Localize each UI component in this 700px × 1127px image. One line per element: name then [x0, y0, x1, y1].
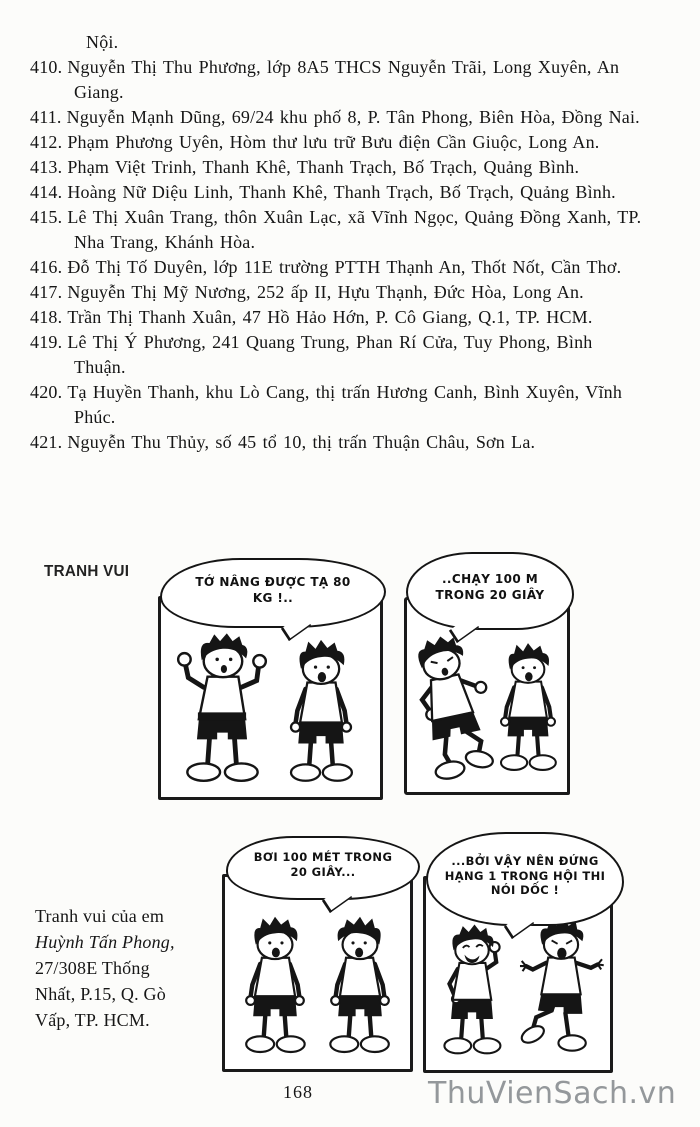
entry-number: 419.	[30, 332, 63, 352]
entry-number: 418.	[30, 307, 63, 327]
credit-line: Vấp, TP. HCM.	[35, 1010, 150, 1030]
list-entry	[30, 330, 646, 380]
entry-text: Trần Thị Thanh Xuân, 47 Hồ Hảo Hớn, P. Cô Giang, Q.1, TP. HCM.	[67, 307, 593, 327]
speech-bubble-2	[406, 552, 574, 630]
entry-text: Đỗ Thị Tố Duyên, lớp 11E trường PTTH Thạnh An, Thốt Nốt, Cần Thơ.	[67, 257, 622, 277]
entry-text: Lê Thị Xuân Trang, thôn Xuân Lạc, xã Vĩnh Ngọc, Quảng Đồng Xanh, TP. Nha Trang, Khánh Hòa.	[67, 207, 642, 252]
list-entry	[30, 255, 646, 280]
credit-line: 27/308E Thống	[35, 958, 150, 978]
credit-author-name: Huỳnh Tấn Phong,	[35, 932, 175, 952]
boy-figure-bragger	[178, 633, 266, 780]
boy-figure-listener	[330, 917, 388, 1052]
comic-credit	[35, 903, 205, 1033]
address-list	[30, 30, 646, 455]
list-continuation-line: Nội.	[86, 32, 119, 52]
list-entry	[30, 380, 646, 430]
entry-number: 415.	[30, 207, 63, 227]
entry-number: 420.	[30, 382, 63, 402]
page-number: 168	[283, 1082, 313, 1102]
tranh-vui-label: TRANH VUI	[44, 563, 130, 580]
list-entry	[30, 205, 646, 255]
entry-number: 413.	[30, 157, 63, 177]
entry-text: Nguyễn Mạnh Dũng, 69/24 khu phố 8, P. Tân Phong, Biên Hòa, Đồng Nai.	[66, 107, 640, 127]
entry-text: Nguyễn Thu Thủy, số 45 tổ 10, thị trấn Thuận Châu, Sơn La.	[67, 432, 536, 452]
speech-bubble-3	[226, 836, 420, 900]
list-entry	[30, 55, 646, 105]
list-entry	[30, 155, 646, 180]
comic-panel-3	[222, 874, 413, 1072]
entry-text: Lê Thị Ý Phương, 241 Quang Trung, Phan Rí Cửa, Tuy Phong, Bình Thuận.	[67, 332, 593, 377]
boy-figure-listener	[501, 643, 556, 770]
speech-bubble-1	[160, 558, 386, 628]
boy-figure-laugher	[444, 925, 500, 1054]
entry-number: 412.	[30, 132, 63, 152]
entry-text: Tạ Huyền Thanh, khu Lò Cang, thị trấn Hương Canh, Bình Xuyên, Vĩnh Phúc.	[67, 382, 623, 427]
list-entry	[30, 130, 646, 155]
entry-text: Phạm Phương Uyên, Hòm thư lưu trữ Bưu điện Cần Giuộc, Long An.	[67, 132, 600, 152]
speech-bubble-4-text: ...BỞI VẬY NÊN ĐỨNG HẠNG 1 TRONG HỘI THI NÓI DỐC !	[444, 853, 606, 898]
watermark: ThuVienSach.vn	[428, 1076, 677, 1111]
entry-text: Nguyễn Thị Thu Phương, lớp 8A5 THCS Nguyễn Trãi, Long Xuyên, An Giang.	[67, 57, 620, 102]
entry-number: 410.	[30, 57, 63, 77]
entry-text: Nguyễn Thị Mỹ Nương, 252 ấp II, Hựu Thạnh, Đức Hòa, Long An.	[67, 282, 584, 302]
boy-figure-runner	[408, 629, 503, 781]
list-entry	[30, 180, 646, 205]
entry-number: 416.	[30, 257, 63, 277]
entry-number: 411.	[30, 107, 62, 127]
comic-panel-1-art	[161, 599, 380, 797]
speech-bubble-3-text: BƠI 100 MÉT TRONG 20 GIÂY...	[253, 850, 393, 879]
boy-figure-listener	[291, 640, 352, 781]
list-entry	[30, 430, 646, 455]
credit-line: Nhất, P.15, Q. Gò	[35, 984, 166, 1004]
entry-text: Phạm Việt Trinh, Thanh Khê, Thanh Trạch, Bố Trạch, Quảng Bình.	[67, 157, 580, 177]
list-entry	[30, 105, 646, 130]
list-entry	[30, 280, 646, 305]
credit-line: Tranh vui của em	[35, 906, 165, 926]
speech-bubble-2-text: ..CHẠY 100 M TRONG 20 GIÂY	[435, 572, 545, 602]
speech-bubble-4	[426, 832, 624, 926]
boy-figure-swimmer	[246, 917, 304, 1052]
entry-number: 421.	[30, 432, 63, 452]
entry-number: 414.	[30, 182, 63, 202]
entry-text: Hoàng Nữ Diệu Linh, Thanh Khê, Thanh Trạch, Bố Trạch, Quảng Bình.	[67, 182, 616, 202]
comic-panel-3-art	[225, 877, 410, 1069]
speech-bubble-1-text: TỚ NÂNG ĐƯỢC TẠ 80 KG !..	[195, 575, 351, 605]
list-entry	[30, 305, 646, 330]
boy-figure-shouter	[519, 917, 604, 1050]
entry-number: 417.	[30, 282, 63, 302]
